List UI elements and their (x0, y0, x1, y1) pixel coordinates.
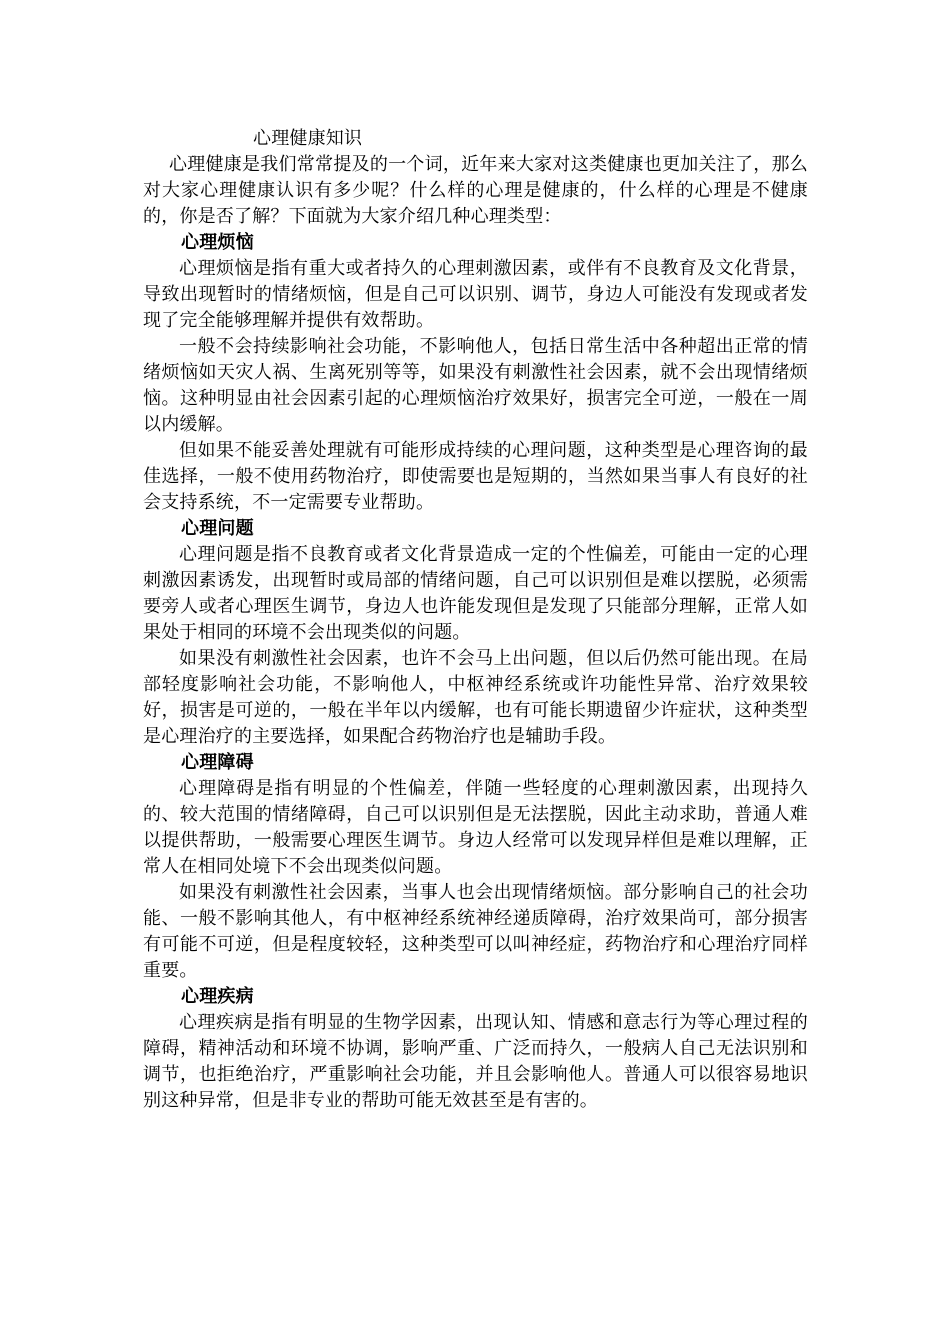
section-paragraph: 一般不会持续影响社会功能，不影响他人，包括日常生活中各种超出正常的情绪烦恼如天灾人祸、生离死别等等，如果没有刺激性社会因素，就不会出现情绪烦恼。这种明显由社会因素引起的心理烦恼治疗效果好，损害完全可逆，一般在一周以内缓解。 (143, 336, 808, 435)
section-paragraph: 但如果不能妥善处理就有可能形成持续的心理问题，这种类型是心理咨询的最佳选择，一般不使用药物治疗，即使需要也是短期的，当然如果当事人有良好的社会支持系统，不一定需要专业帮助。 (143, 440, 808, 513)
section-heading-psych-problem: 心理问题 (181, 518, 254, 539)
intro-paragraph: 心理健康是我们常常提及的一个词，近年来大家对这类健康也更加关注了，那么对大家心理健康认识有多少呢？什么样的心理是健康的，什么样的心理是不健康的，你是否了解？下面就为大家介绍几种心理类型： (143, 154, 808, 227)
document-body (143, 126, 808, 1114)
section-paragraph: 心理疾病是指有明显的生物学因素，出现认知、情感和意志行为等心理过程的障碍，精神活动和环境不协调，影响严重、广泛而持久，一般病人自己无法识别和调节，也拒绝治疗，严重影响社会功能，并且会影响他人。普通人可以很容易地识别这种异常，但是非专业的帮助可能无效甚至是有害的。 (143, 1012, 808, 1111)
section-paragraph: 如果没有刺激性社会因素，也许不会马上出问题，但以后仍然可能出现。在局部轻度影响社会功能，不影响他人，中枢神经系统或许功能性异常、治疗效果较好，损害是可逆的，一般在半年以内缓解，也有可能长期遗留少许症状，这种类型是心理治疗的主要选择，如果配合药物治疗也是辅助手段。 (143, 648, 808, 747)
section-heading-psych-illness: 心理疾病 (181, 986, 254, 1007)
section-paragraph: 心理问题是指不良教育或者文化背景造成一定的个性偏差，可能由一定的心理刺激因素诱发，出现暂时或局部的情绪问题，自己可以识别但是难以摆脱，必须需要旁人或者心理医生调节，身边人也许能发现但是发现了只能部分理解，正常人如果处于相同的环境不会出现类似的问题。 (143, 544, 808, 643)
section-paragraph: 心理烦恼是指有重大或者持久的心理刺激因素，或伴有不良教育及文化背景，导致出现暂时的情绪烦恼，但是自己可以识别、调节，身边人可能没有发现或者发现了完全能够理解并提供有效帮助。 (143, 258, 808, 331)
section-heading-psych-disorder: 心理障碍 (181, 752, 254, 773)
section-paragraph: 如果没有刺激性社会因素，当事人也会出现情绪烦恼。部分影响自己的社会功能、一般不影响其他人，有中枢神经系统神经递质障碍，治疗效果尚可，部分损害有可能不可逆，但是程度较轻，这种类型可以叫神经症，药物治疗和心理治疗同样重要。 (143, 882, 808, 981)
section-heading-psych-distress: 心理烦恼 (181, 232, 254, 253)
section-paragraph: 心理障碍是指有明显的个性偏差，伴随一些轻度的心理刺激因素，出现持久的、较大范围的情绪障碍，自己可以识别但是无法摆脱，因此主动求助，普通人难以提供帮助，一般需要心理医生调节。身边人经常可以发现异样但是难以理解，正常人在相同处境下不会出现类似问题。 (143, 778, 808, 877)
document-title: 心理健康知识 (253, 128, 363, 149)
